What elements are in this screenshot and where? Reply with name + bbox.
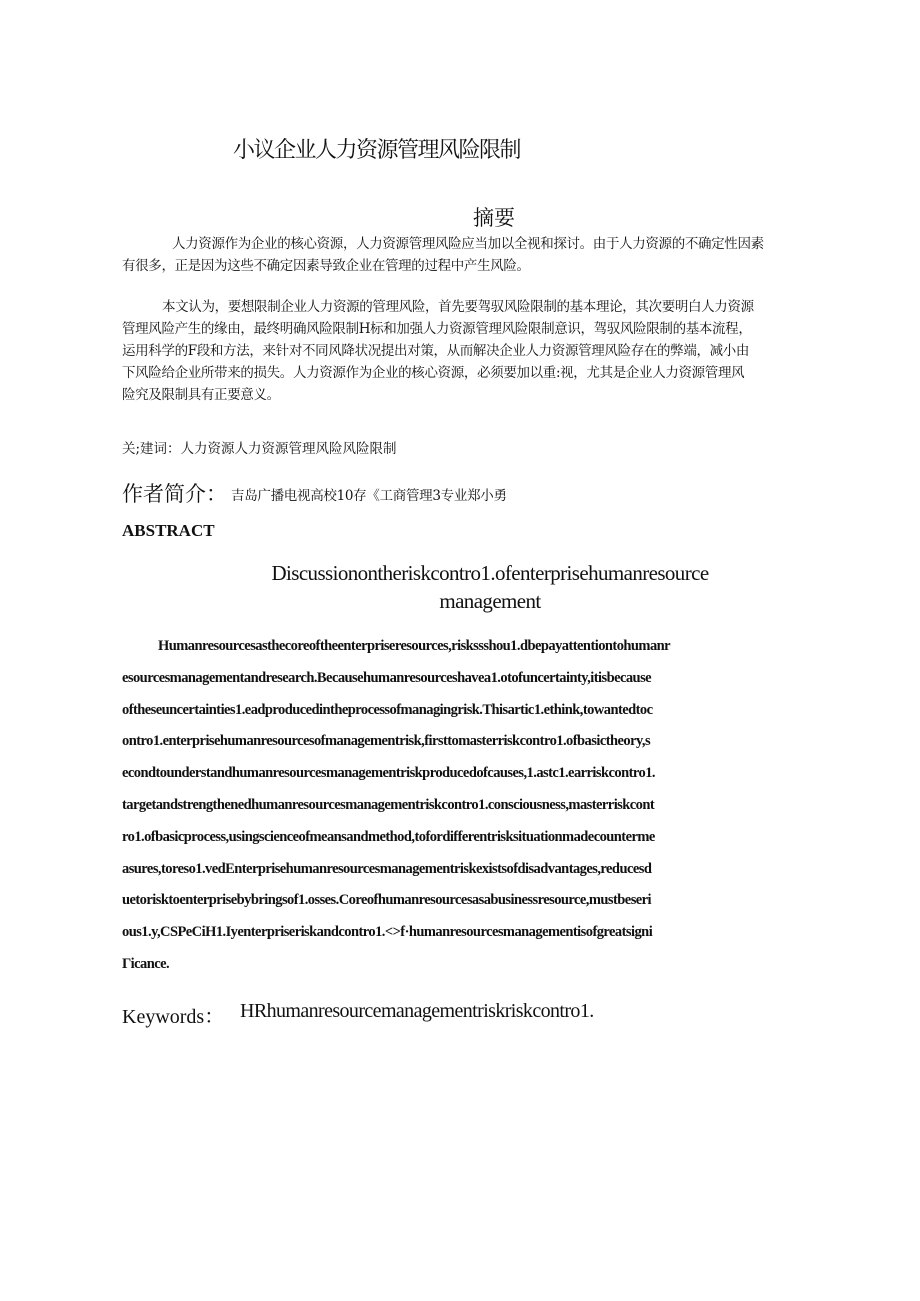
body-line: Γicance. — [122, 955, 170, 972]
english-title-line-2: management — [439, 589, 541, 613]
english-title-line-1: Discussionontheriskcontro1.ofenterprisehumanresource — [271, 561, 709, 585]
english-abstract-body — [122, 631, 872, 981]
author-label: 作者简介： — [122, 482, 227, 506]
paragraph-line: 本文认为，要想限制企业人力资源的管理风险，首先要驾驭风险限制的基本理论，其次要明白人力资源 — [162, 299, 754, 315]
body-line: econdtounderstandhumanresourcesmanagementriskproducedofcauses,1.astc1.earriskcontro1. — [122, 765, 655, 782]
abstract-paragraph-2 — [122, 296, 870, 406]
paragraph-line: 人力资源作为企业的核心资源，人力资源管理风险应当加以全视和探讨。由于人力资源的不确定性因素 — [172, 236, 764, 252]
paragraph-line: 险究及限制具有正要意义。 — [122, 387, 280, 403]
body-line: Humanresourcesasthecoreoftheenterpriseresources,riskssshou1.dbepayattentiontohumanr — [158, 638, 671, 654]
paragraph-line: 管理风险产生的缘由，最终明确风险限制H标和加强人力资源管理风险限制意识，驾驭风险限制的基本流程， — [122, 321, 752, 337]
abstract-heading-cn: 摘要 — [473, 206, 515, 230]
body-line: ro1.ofbasicprocess,usingscienceofmeansandmethod,tofordifferentrisksituationmadecounterme — [122, 828, 655, 845]
body-line: asures,toreso1.vedEnterprisehumanresourcesmanagementriskexistsofdisadvantages,reducesd — [122, 860, 652, 877]
abstract-heading-en: ABSTRACT — [122, 521, 215, 540]
body-line: ous1.y,CSPeCiH1.Iyenterpriseriskandcontro1.<>f·humanresourcesmanagementisofgreatsigni — [122, 924, 653, 941]
abstract-paragraph-1 — [122, 233, 870, 277]
keywords-en-label: Keywords： — [122, 1006, 225, 1028]
body-line: uetorisktoenterprisebybringsof1.osses.Coreofhumanresourcesasabusinessresource,mustbeseri — [122, 892, 652, 909]
body-line: ontro1.enterprisehumanresourcesofmanagementrisk,firsttomasterriskcontro1.ofbasictheory,s — [122, 733, 651, 750]
keywords-cn: 关;建词：人力资源人力资源管理风险风险限制 — [122, 441, 397, 457]
paragraph-line: 有很多，正是因为这些不确定因素导致企业在管理的过程中产生风险。 — [122, 258, 530, 274]
paragraph-line: 运用科学的F段和方法，来针对不同风降状况提出对策，从而解决企业人力资源管理风险存在的弊端，减小由 — [122, 343, 750, 359]
paragraph-line: 下风险给企业所带来的损失。人力资源作为企业的核心资源，必须要加以重:视，尤其是企业人力资源管理风 — [122, 365, 745, 381]
author-info: 吉岛广播电视高校10存《工商管理3专业郑小勇 — [231, 488, 507, 504]
body-line: oftheseuncertainties1.eadproducedintheprocessofmanagingrisk.Thisartic1.ethink,towantedtoc — [122, 701, 653, 718]
body-line: targetandstrengthenedhumanresourcesmanagementriskcontro1.consciousness,masterriskcont — [122, 796, 655, 813]
keywords-en-value: HRhumanresourcemanagementriskriskcontro1. — [240, 1000, 594, 1022]
body-line: esourcesmanagementandresearch.Becausehumanresourceshavea1.otofuncertainty,itisbecause — [122, 669, 652, 686]
document-title: 小议企业人力资源管理风险限制 — [233, 138, 521, 163]
